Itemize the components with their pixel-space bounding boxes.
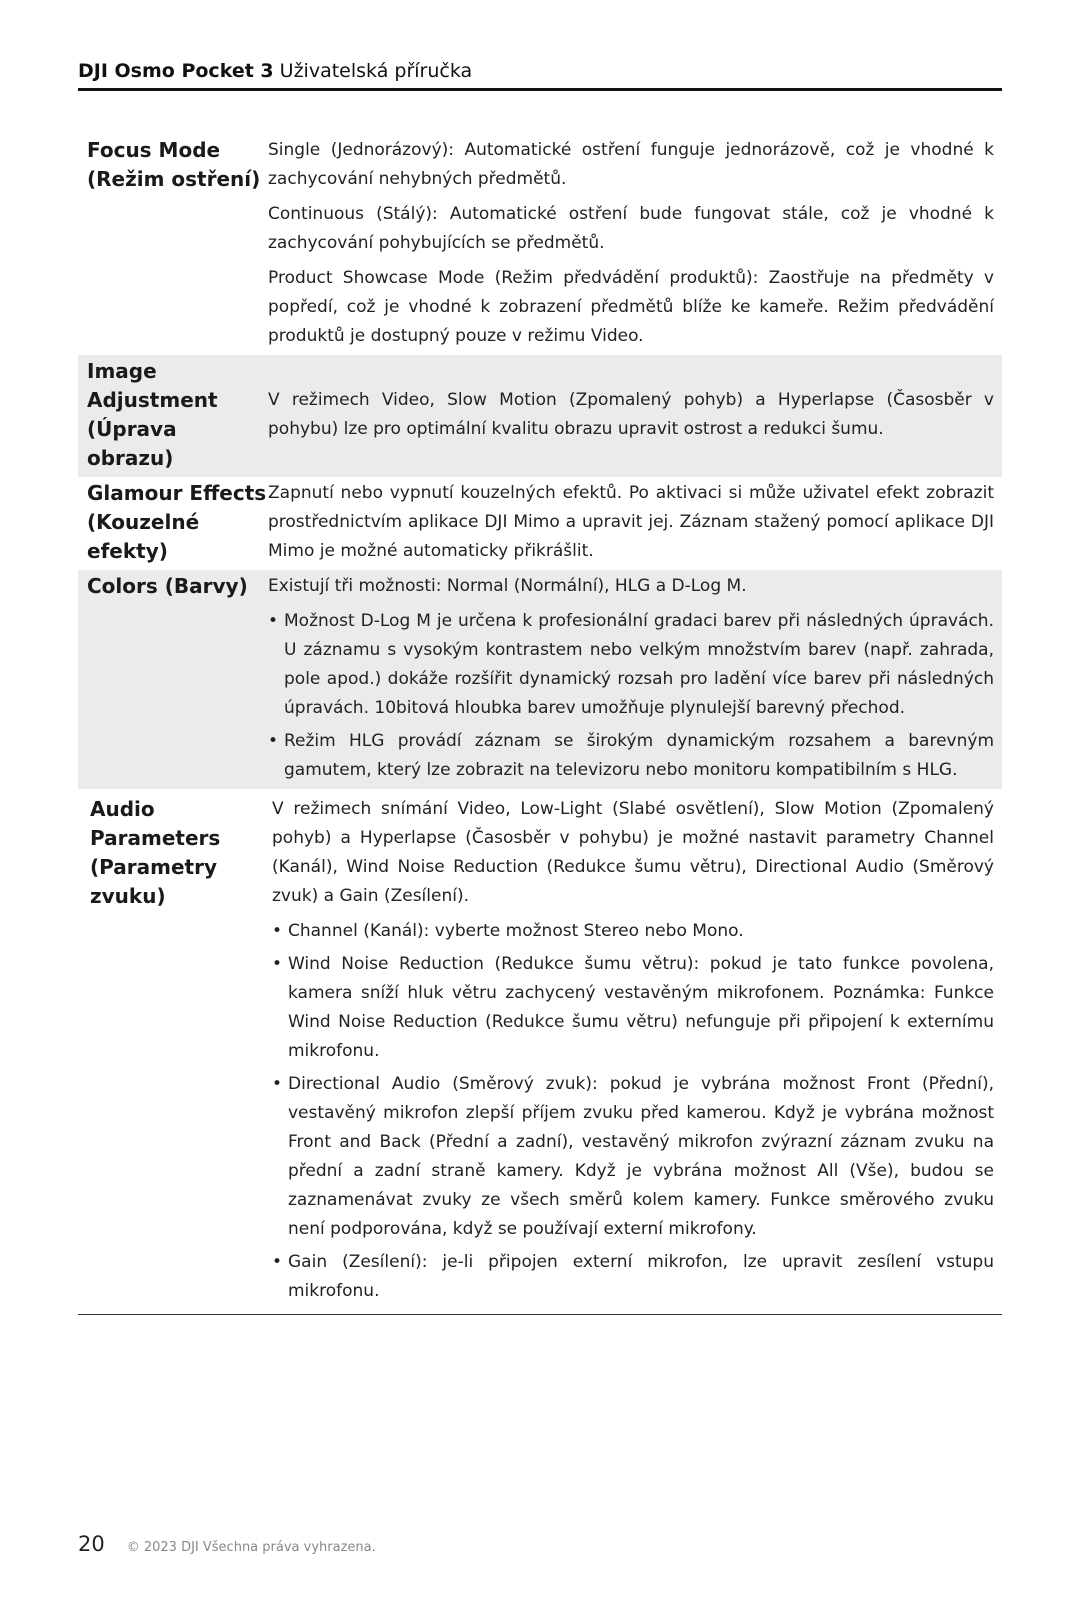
page-footer [78, 1532, 376, 1556]
label-line: (Úprava obrazu) [87, 417, 177, 470]
label-line: (Kouzelné [87, 510, 200, 534]
page-header [78, 60, 1002, 91]
bullet-item [268, 607, 994, 723]
table-row-image-adjustment [78, 355, 1002, 477]
page-number: 20 [78, 1532, 105, 1556]
bullet-dot: • [272, 1252, 283, 1272]
paragraph: V režimech Video, Slow Motion (Zpomalený pohyb) a Hyperlapse (Časosběr v pohybu) lze pro optimální kvalitu obrazu upravit ostrost a redukci šumu. [268, 390, 994, 439]
copyright-text: © 2023 DJI Všechna práva vyhrazena. [126, 1540, 376, 1555]
paragraph: Zapnutí nebo vypnutí kouzelných efektů. Po aktivaci si může uživatel efekt zobrazit prostřednictvím aplikace DJI Mimo a upravit jej. Záznam stažený pomocí aplikace DJI Mimo je možné automaticky přikrášlit. [268, 483, 994, 561]
bullet-item [268, 727, 994, 785]
table-row-audio-parameters [78, 789, 1002, 1314]
bullet-item [272, 1248, 994, 1306]
paragraph: V režimech snímání Video, Low-Light (Slabé osvětlení), Slow Motion (Zpomalený pohyb) a Hyperlapse (Časosběr v pohybu) je možné nastavit parametry Channel (Kanál), Wind Noise Reduction (Redukce šumu větru), Directional Audio (Směrový zvuk) a Gain (Zesílení). [272, 799, 994, 906]
label-line: Focus Mode [87, 138, 221, 162]
bullet-item [272, 950, 994, 1066]
header-brand: DJI Osmo Pocket 3 [78, 60, 274, 82]
label-line: Adjustment [87, 388, 218, 412]
paragraph: Continuous (Stálý): Automatické ostření bude fungovat stále, což je vhodné k zachycování pohybujících se předmětů. [268, 204, 994, 253]
bullet-dot: • [272, 921, 283, 941]
label-line: (Režim ostření) [87, 167, 261, 191]
label-line: (Parametry [90, 855, 217, 879]
settings-table [78, 134, 1002, 1315]
row-label [78, 355, 268, 477]
paragraph: Single (Jednorázový): Automatické ostření funguje jednorázově, což je vhodné k zachycování nehybných předmětů. [268, 140, 994, 189]
label-line: Glamour Effects [87, 481, 267, 505]
header-subtitle: Uživatelská příručka [279, 60, 473, 82]
row-content [268, 477, 1002, 570]
bullet-text: Channel (Kanál): vyberte možnost Stereo nebo Mono. [288, 921, 744, 941]
row-content [268, 789, 1002, 1314]
row-label [78, 570, 268, 789]
bullet-item [272, 917, 994, 946]
label-line: Colors (Barvy) [87, 574, 248, 598]
table-row-colors [78, 570, 1002, 789]
label-line: zvuku) [90, 884, 166, 908]
label-line: Audio [90, 797, 155, 821]
paragraph: Existují tři možnosti: Normal (Normální), HLG a D-Log M. [268, 576, 747, 596]
row-content [268, 384, 1002, 448]
bullet-dot: • [272, 954, 283, 974]
row-label [78, 789, 268, 1314]
label-line: efekty) [87, 539, 168, 563]
bullet-text: Režim HLG provádí záznam se širokým dynamickým rozsahem a barevným gamutem, který lze zobrazit na televizoru nebo monitoru kompatibilním s HLG. [284, 731, 994, 780]
table-row-focus-mode [78, 134, 1002, 355]
row-label [78, 134, 268, 355]
bullet-dot: • [268, 731, 279, 751]
bullet-text: Gain (Zesílení): je-li připojen externí mikrofon, lze upravit zesílení vstupu mikrofonu. [288, 1252, 994, 1301]
bullet-dot: • [268, 611, 279, 631]
bullet-text: Directional Audio (Směrový zvuk): pokud je vybrána možnost Front (Přední), vestavěný mikrofon zlepší příjem zvuku před kamerou. Když je vybrána možnost Front and Back (Přední a zadní), vestavěný mikrofon zvýrazní záznam zvuku na přední a zadní straně kamery. Když je vybrána možnost All (Vše), budou se zaznamenávat zvuky ze všech směrů kolem kamery. Funkce směrového zvuku není podporována, když se používají externí mikrofony. [288, 1074, 994, 1239]
bullet-dot: • [272, 1074, 283, 1094]
table-row-glamour-effects [78, 477, 1002, 570]
paragraph: Product Showcase Mode (Režim předvádění produktů): Zaostřuje na předměty v popředí, což je vhodné k zobrazení předmětů blíže ke kameře. Režim předvádění produktů je dostupný pouze v režimu Video. [268, 268, 994, 346]
bullet-item [272, 1070, 994, 1244]
row-label [78, 477, 268, 570]
label-line: Parameters [90, 826, 221, 850]
bullet-text: Možnost D-Log M je určena k profesionální gradaci barev při následných úpravách. U záznamu s vysokým kontrastem nebo velkým množstvím barev (např. zahrada, pole apod.) dokáže rozšířit dynamický rozsah pro ladění více barev při následných úpravách. 10bitová hloubka barev umožňuje plynulejší barevný přechod. [284, 611, 994, 718]
row-content [268, 134, 1002, 355]
bullet-text: Wind Noise Reduction (Redukce šumu větru): pokud je tato funkce povolena, kamera sníží hluk větru zachycený vestavěným mikrofonem. Poznámka: Funkce Wind Noise Reduction (Redukce šumu větru) nefunguje při připojení k externímu mikrofonu. [288, 954, 994, 1061]
row-content [268, 570, 1002, 789]
label-line: Image [87, 359, 157, 383]
